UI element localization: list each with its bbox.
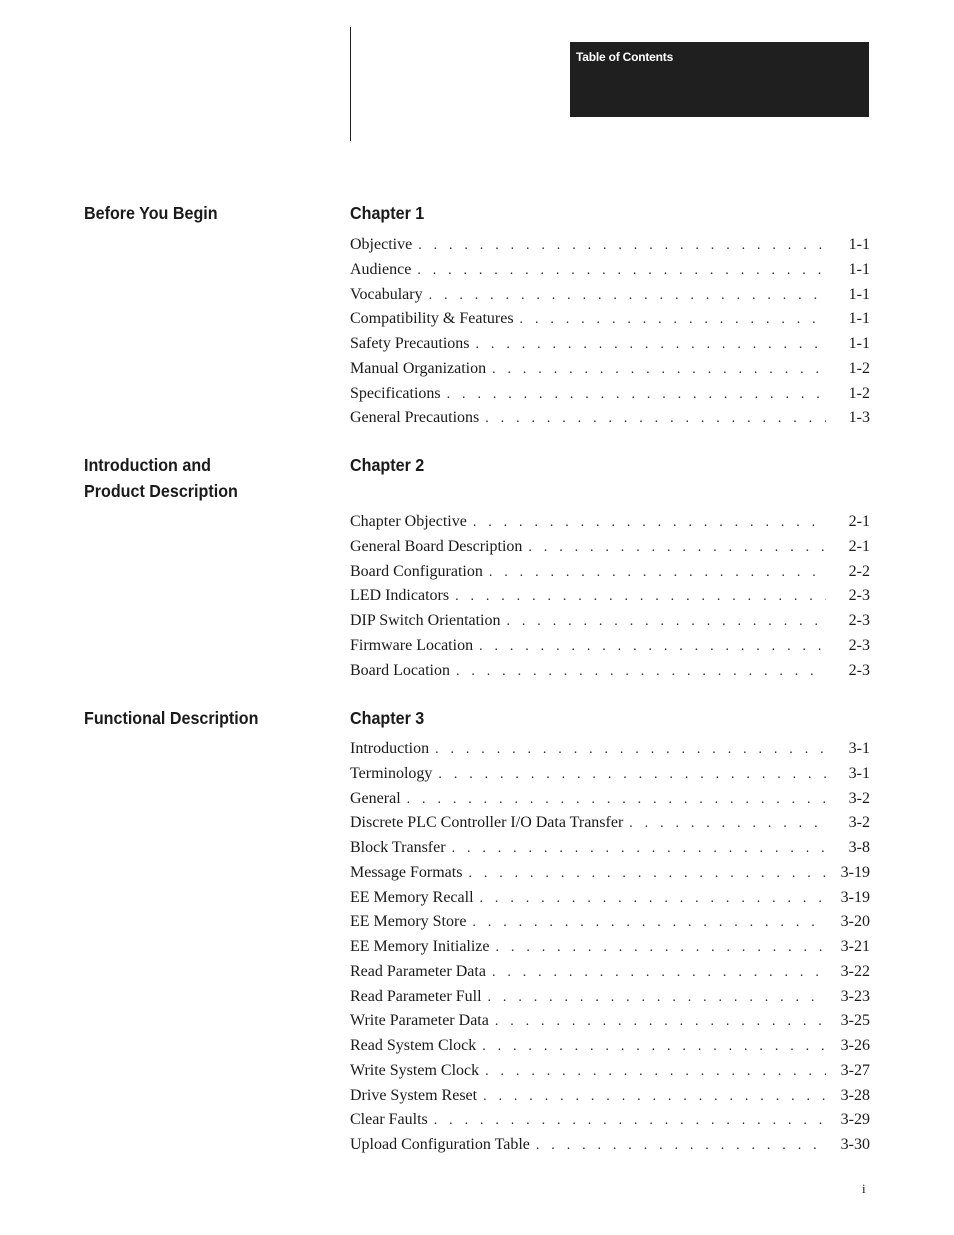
toc-entry-title: EE Memory Initialize [350, 938, 490, 955]
dot-leader [452, 841, 826, 857]
dot-leader [417, 263, 826, 279]
toc-entry[interactable] [350, 563, 870, 588]
dot-leader [407, 792, 826, 808]
toc-entry-title: Drive System Reset [350, 1086, 478, 1104]
toc-entry-page: 3-2 [848, 814, 870, 832]
toc-entry-title: Chapter Objective [350, 513, 467, 530]
toc-entry[interactable] [350, 236, 870, 261]
toc-entry-title: Upload Configuration Table [350, 1136, 530, 1153]
toc-entry-page: 3-23 [840, 987, 870, 1005]
dot-leader [418, 238, 826, 254]
toc-entry[interactable] [350, 913, 870, 938]
toc-entry-title: Write Parameter Data [350, 1012, 489, 1030]
toc-entry-title: Write System Clock [350, 1061, 480, 1079]
toc-entry[interactable] [350, 814, 870, 839]
toc-entry-page: 3-2 [848, 789, 870, 807]
toc-entry-title: Introduction [350, 740, 430, 757]
toc-entry-title: Board Location [350, 661, 450, 679]
margin-rule [350, 27, 351, 141]
dot-leader [492, 965, 826, 981]
dot-leader [520, 312, 826, 328]
toc-entry-title: Vocabulary [350, 285, 423, 303]
toc-entry[interactable] [350, 612, 870, 637]
toc-entry-title: Objective [350, 236, 413, 253]
toc-entry[interactable] [350, 335, 870, 360]
toc-entry[interactable] [350, 587, 870, 612]
toc-entry-title: General Precautions [350, 409, 480, 427]
toc-entry[interactable] [350, 740, 870, 765]
toc-entry-page: 1-2 [848, 384, 870, 402]
toc-entry-page: 3-30 [840, 1136, 870, 1153]
dot-leader [429, 288, 826, 304]
toc-entry-page: 3-19 [840, 863, 870, 881]
toc-entry-page: 3-22 [840, 962, 870, 980]
toc-entry-page: 1-1 [848, 310, 870, 328]
toc-entry-title: General [350, 789, 401, 807]
chapter-1-entries [350, 236, 870, 434]
header-tab [570, 42, 869, 117]
dot-leader [455, 589, 826, 605]
toc-entry-title: DIP Switch Orientation [350, 612, 501, 629]
section-title-line: Introduction and [84, 455, 212, 475]
toc-entry-title: Firmware Location [350, 636, 474, 654]
toc-entry[interactable] [350, 360, 870, 385]
toc-entry[interactable] [350, 538, 870, 563]
toc-entry[interactable] [350, 765, 870, 790]
toc-entry-title: Board Configuration [350, 562, 483, 580]
toc-entry[interactable] [350, 1062, 870, 1087]
toc-entry[interactable] [350, 790, 870, 815]
toc-entry-title: General Board Description [350, 537, 523, 555]
toc-entry[interactable] [350, 963, 870, 988]
toc-entry-page: 1-1 [848, 335, 870, 352]
section-title-line: Functional Description [84, 708, 259, 728]
dot-leader [536, 1138, 826, 1154]
toc-entry-page: 3-21 [840, 938, 870, 955]
chapter-2-entries [350, 513, 870, 686]
dot-leader [456, 664, 826, 680]
toc-entry-page: 2-3 [848, 612, 870, 629]
toc-entry-title: Audience [350, 260, 412, 278]
section-title-introduction [84, 452, 238, 504]
toc-entry[interactable] [350, 261, 870, 286]
toc-entry-page: 3-28 [840, 1086, 870, 1104]
toc-entry-page: 2-2 [848, 562, 870, 580]
dot-leader [629, 816, 826, 832]
toc-entry-title: Manual Organization [350, 359, 487, 377]
toc-entry[interactable] [350, 286, 870, 311]
toc-entry-title: LED Indicators [350, 587, 450, 605]
dot-leader [485, 1064, 826, 1080]
toc-entry-title: Safety Precautions [350, 335, 470, 352]
dot-leader [488, 990, 826, 1006]
dot-leader [472, 915, 826, 931]
toc-entry-title: EE Memory Recall [350, 888, 474, 906]
dot-leader [485, 411, 826, 427]
dot-leader [479, 639, 826, 655]
dot-leader [434, 1113, 826, 1129]
toc-entry[interactable] [350, 839, 870, 864]
toc-entry-page: 3-1 [848, 740, 870, 757]
dot-leader [473, 515, 826, 531]
toc-entry-title: Clear Faults [350, 1111, 428, 1129]
toc-entry-title: Read System Clock [350, 1037, 477, 1054]
dot-leader [447, 387, 826, 403]
dot-leader [438, 767, 826, 783]
toc-entry-title: Message Formats [350, 863, 463, 881]
dot-leader [435, 742, 826, 758]
toc-entry-page: 1-3 [848, 409, 870, 427]
toc-entry[interactable] [350, 1012, 870, 1037]
toc-entry-title: Read Parameter Data [350, 962, 486, 980]
toc-entry[interactable] [350, 409, 870, 434]
chapter-1-heading: Chapter 1 [350, 203, 425, 223]
dot-leader [483, 1089, 826, 1105]
toc-entry[interactable] [350, 864, 870, 889]
toc-entry[interactable] [350, 1087, 870, 1112]
toc-entry[interactable] [350, 938, 870, 963]
toc-entry-page: 1-2 [848, 359, 870, 377]
dot-leader [492, 362, 826, 378]
dot-leader [482, 1039, 826, 1055]
toc-entry[interactable] [350, 637, 870, 662]
toc-entry-title: Compatibility & Features [350, 310, 514, 328]
page-number: i [862, 1181, 866, 1196]
toc-entry-page: 3-1 [848, 764, 870, 782]
toc-entry[interactable] [350, 988, 870, 1013]
toc-entry-title: EE Memory Store [350, 913, 467, 931]
toc-entry-page: 3-29 [840, 1111, 870, 1129]
toc-entry-page: 3-26 [840, 1037, 870, 1054]
toc-entry[interactable] [350, 889, 870, 914]
toc-entry-title: Discrete PLC Controller I/O Data Transfer [350, 814, 624, 832]
toc-entry-title: Specifications [350, 384, 441, 402]
chapter-3-heading: Chapter 3 [350, 708, 425, 728]
chapter-3-entries [350, 740, 870, 1161]
toc-entry-page: 1-1 [848, 260, 870, 278]
toc-entry-page: 3-8 [848, 839, 870, 856]
header-label: Table of Contents [576, 50, 674, 64]
toc-entry-page: 3-25 [840, 1012, 870, 1030]
toc-entry-page: 3-20 [840, 913, 870, 931]
toc-entry-page: 3-27 [840, 1061, 870, 1079]
dot-leader [528, 540, 826, 556]
toc-entry[interactable] [350, 310, 870, 335]
toc-entry[interactable] [350, 1037, 870, 1062]
section-title-before-you-begin [84, 200, 218, 226]
section-title-functional-description [84, 705, 258, 731]
chapter-2-heading: Chapter 2 [350, 455, 425, 475]
toc-entry[interactable] [350, 662, 870, 687]
section-title-line: Before You Begin [84, 203, 218, 223]
toc-entry-page: 2-3 [848, 661, 870, 679]
toc-entry-page: 2-3 [848, 587, 870, 605]
toc-entry-title: Read Parameter Full [350, 987, 482, 1005]
toc-entry-page: 2-3 [848, 636, 870, 654]
toc-entry[interactable] [350, 1136, 870, 1161]
section-title-line: Product Description [84, 481, 238, 501]
toc-entry-title: Block Transfer [350, 839, 446, 856]
toc-entry[interactable] [350, 385, 870, 410]
toc-entry[interactable] [350, 513, 870, 538]
dot-leader [495, 1014, 826, 1030]
toc-entry-page: 3-19 [840, 888, 870, 906]
toc-entry-page: 1-1 [848, 285, 870, 303]
dot-leader [480, 891, 826, 907]
dot-leader [507, 614, 827, 630]
toc-entry-page: 2-1 [848, 513, 870, 530]
toc-entry-title: Terminology [350, 764, 433, 782]
toc-entry-page: 1-1 [848, 236, 870, 253]
toc-entry-page: 2-1 [848, 537, 870, 555]
dot-leader [468, 866, 826, 882]
dot-leader [476, 337, 826, 353]
dot-leader [489, 565, 826, 581]
toc-entry[interactable] [350, 1111, 870, 1136]
dot-leader [496, 940, 826, 956]
